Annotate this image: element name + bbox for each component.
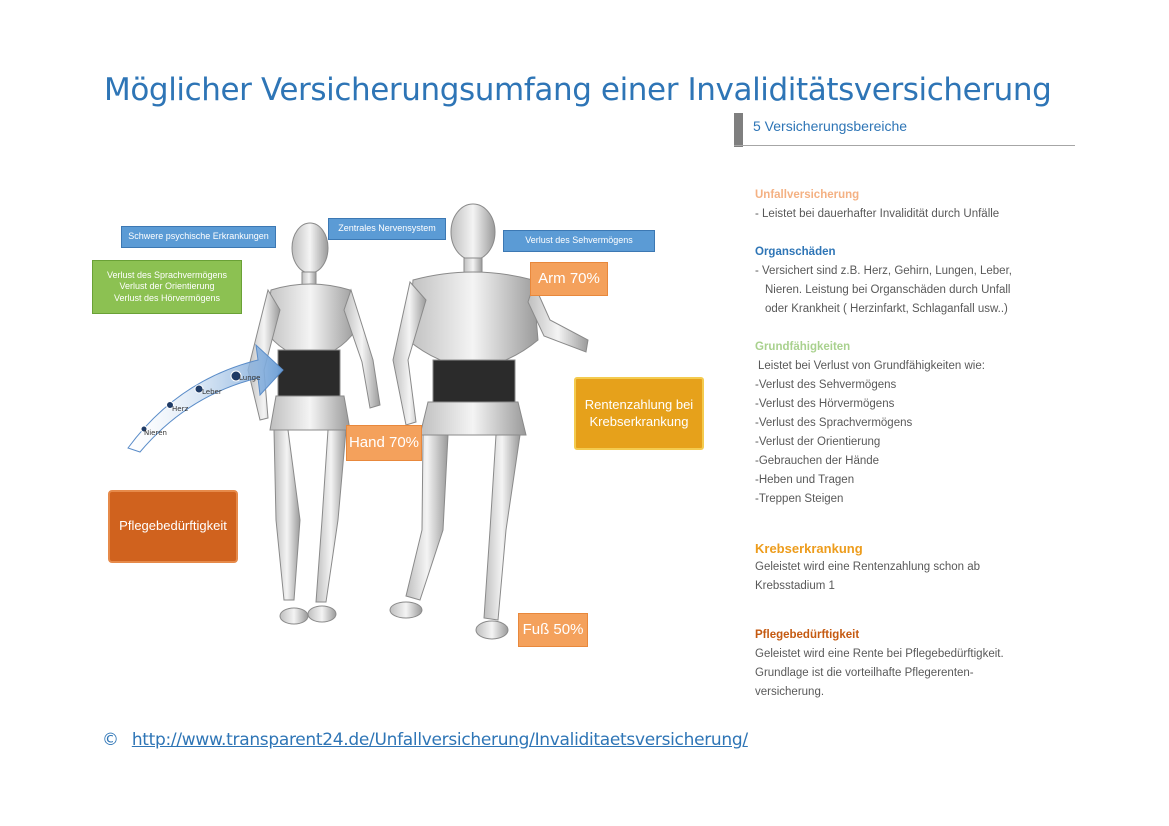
section-heading: Unfallversicherung xyxy=(755,189,860,201)
section-pflegebeduerftigkeit xyxy=(755,626,1075,702)
section-line: -Treppen Steigen xyxy=(755,493,844,505)
section-line: -Verlust des Sehvermögens xyxy=(755,379,897,391)
section-line: - Leistet bei dauerhafter Invalidität durch Unfälle xyxy=(755,208,1000,220)
footer xyxy=(102,730,748,750)
tag-psychische-erkrankungen: Schwere psychische Erkrankungen xyxy=(121,226,276,248)
section-line: -Heben und Tragen xyxy=(755,474,855,486)
section-heading: Pflegebedürftigkeit xyxy=(755,629,860,641)
section-line: -Verlust des Sprachvermögens xyxy=(755,417,913,429)
section-line: Leistet bei Verlust von Grundfähigkeiten wie: xyxy=(758,360,985,372)
section-organschaeden xyxy=(755,243,1075,319)
organ-label-leber: Leber xyxy=(202,388,222,396)
tag-fuss: Fuß 50% xyxy=(518,613,588,647)
tag-sprach-line-2: Verlust der Orientierung xyxy=(119,281,215,292)
subhead-divider xyxy=(734,145,1075,146)
section-heading: Organschäden xyxy=(755,246,836,258)
section-unfallversicherung xyxy=(755,186,1075,224)
section-line: Grundlage ist die vorteilhafte Pflegerenten- xyxy=(755,667,974,679)
tag-rente-line-1: Rentenzahlung bei xyxy=(584,397,694,413)
section-line: Geleistet wird eine Rentenzahlung schon ab xyxy=(755,561,981,573)
section-line: Krebsstadium 1 xyxy=(755,580,835,592)
tag-rente-line-2: Krebserkrankung xyxy=(589,413,689,429)
robot-illustration xyxy=(88,190,718,660)
organ-label-nieren: Nieren xyxy=(144,429,167,437)
tag-hand: Hand 70% xyxy=(346,425,422,461)
section-grundfaehigkeiten xyxy=(755,338,1075,509)
tag-nervensystem: Zentrales Nervensystem xyxy=(328,218,446,240)
section-line: Geleistet wird eine Rente bei Pflegebedürftigkeit. xyxy=(755,648,1004,660)
female-robot xyxy=(248,223,380,624)
tag-rentenzahlung xyxy=(574,377,704,450)
section-line: -Gebrauchen der Hände xyxy=(755,455,880,467)
tag-sprachvermoegen xyxy=(92,260,242,314)
subhead: 5 Versicherungsbereiche xyxy=(753,118,908,134)
tag-sehvermoegen: Verlust des Sehvermögens xyxy=(503,230,655,252)
subhead-accent-bar xyxy=(734,113,743,147)
tag-arm: Arm 70% xyxy=(530,262,608,296)
section-line: -Verlust des Hörvermögens xyxy=(755,398,895,410)
page-title: Möglicher Versicherungsumfang einer Invaliditätsversicherung xyxy=(104,72,1052,108)
tag-sprach-line-3: Verlust des Hörvermögens xyxy=(113,292,221,303)
source-link[interactable]: http://www.transparent24.de/Unfallversicherung/Invaliditaetsversicherung/ xyxy=(131,730,748,750)
section-line: versicherung. xyxy=(755,686,825,698)
section-line: oder Krankheit ( Herzinfarkt, Schlaganfall usw..) xyxy=(765,303,1008,315)
organ-label-lunge: Lunge xyxy=(239,374,261,382)
tag-pflegebeduerftigkeit: Pflegebedürftigkeit xyxy=(108,490,238,563)
section-line: - Versichert sind z.B. Herz, Gehirn, Lungen, Leber, xyxy=(755,265,1012,277)
section-line: Nieren. Leistung bei Organschäden durch Unfall xyxy=(765,284,1011,296)
copyright-symbol: © xyxy=(102,730,119,750)
section-krebserkrankung xyxy=(755,539,1075,596)
section-heading: Grundfähigkeiten xyxy=(755,341,851,353)
tag-sprach-line-1: Verlust des Sprachvermögens xyxy=(106,270,228,281)
section-heading: Krebserkrankung xyxy=(755,541,863,556)
organ-label-herz: Herz xyxy=(172,405,189,413)
section-line: -Verlust der Orientierung xyxy=(755,436,881,448)
